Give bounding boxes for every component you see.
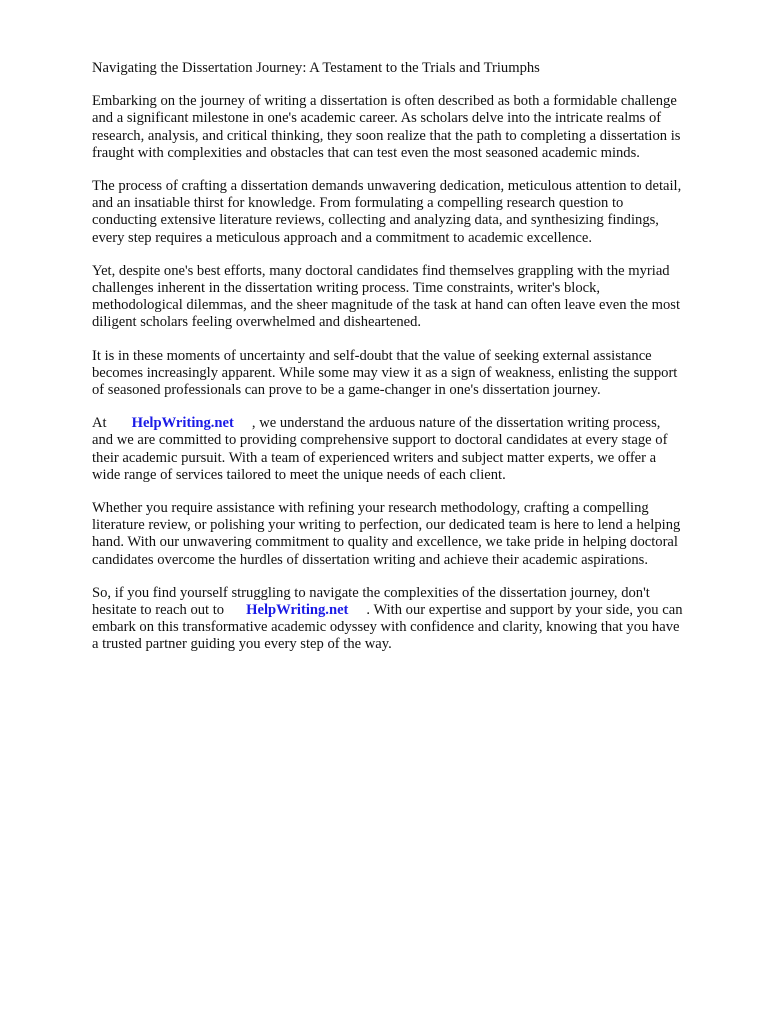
text-line: So, if you find yourself struggling to navigate the complexities of the dissertation journey, don't	[92, 584, 650, 601]
text-line: literature review, or polishing your writing to perfection, our dedicated team is here to lend a helping	[92, 517, 681, 534]
text-line: becomes increasingly apparent. While some may view it as a sign of weakness, enlisting the support	[92, 364, 678, 381]
paragraph-3	[92, 263, 732, 332]
text-line: and we are committed to providing comprehensive support to doctoral candidates at every stage of	[92, 432, 668, 449]
text-fragment: At	[92, 415, 107, 432]
text-line: and a significant milestone in one's academic career. As scholars delve into the intricate realms of	[92, 110, 662, 127]
text-line: It is in these moments of uncertainty and self-doubt that the value of seeking external assistance	[92, 347, 652, 364]
text-line: diligent scholars feeling overwhelmed and disheartened.	[92, 314, 422, 331]
text-line: conducting extensive literature reviews, collecting and analyzing data, and synthesizing findings,	[92, 212, 659, 229]
text-line: Embarking on the journey of writing a dissertation is often described as both a formidable challenge	[92, 93, 677, 110]
text-line: wide range of services tailored to meet the unique needs of each client.	[92, 466, 506, 483]
paragraph-2	[92, 178, 732, 247]
text-line-with-link	[92, 415, 732, 432]
text-line: methodological dilemmas, and the sheer magnitude of the task at hand can often leave even the most	[92, 297, 681, 314]
document-title: Navigating the Dissertation Journey: A Testament to the Trials and Triumphs	[92, 60, 540, 76]
paragraph-7	[92, 585, 732, 654]
text-line: a trusted partner guiding you every step of the way.	[92, 636, 392, 653]
text-line: challenges inherent in the dissertation writing process. Time constraints, writer's block,	[92, 280, 601, 297]
text-line: candidates overcome the hurdles of dissertation writing and achieve their academic aspirations.	[92, 551, 648, 568]
helpwriting-link[interactable]: HelpWriting.net	[131, 415, 234, 432]
text-line: hand. With our unwavering commitment to quality and excellence, we take pride in helping doctoral	[92, 534, 678, 551]
text-line: and an insatiable thirst for knowledge. From formulating a compelling research question to	[92, 195, 624, 212]
text-line: their academic pursuit. With a team of experienced writers and subject matter experts, we offer a	[92, 449, 657, 466]
paragraph-5	[92, 415, 732, 484]
text-line: of seasoned professionals can prove to be a game-changer in one's dissertation journey.	[92, 382, 601, 399]
text-line: Yet, despite one's best efforts, many doctoral candidates find themselves grappling with the myriad	[92, 262, 670, 279]
paragraph-1	[92, 93, 732, 162]
text-line: The process of crafting a dissertation demands unwavering dedication, meticulous attention to detail,	[92, 178, 682, 195]
helpwriting-link[interactable]: HelpWriting.net	[246, 602, 349, 619]
text-line: research, analysis, and critical thinking, they soon realize that the path to completing a dissertation is	[92, 127, 681, 144]
paragraph-6	[92, 500, 732, 569]
text-fragment: hesitate to reach out to	[92, 602, 225, 619]
text-fragment: , we understand the arduous nature of the dissertation writing process,	[251, 415, 661, 432]
text-line: Whether you require assistance with refining your research methodology, crafting a compelling	[92, 500, 649, 517]
text-line: every step requires a meticulous approach and a commitment to academic excellence.	[92, 229, 593, 246]
paragraph-4	[92, 348, 732, 400]
text-line-with-link	[92, 602, 732, 619]
document-body	[92, 60, 732, 670]
text-line: embark on this transformative academic odyssey with confidence and clarity, knowing that you have	[92, 619, 680, 636]
text-fragment: . With our expertise and support by your side, you can	[366, 602, 683, 619]
text-line: fraught with complexities and obstacles that can test even the most seasoned academic minds.	[92, 144, 640, 161]
